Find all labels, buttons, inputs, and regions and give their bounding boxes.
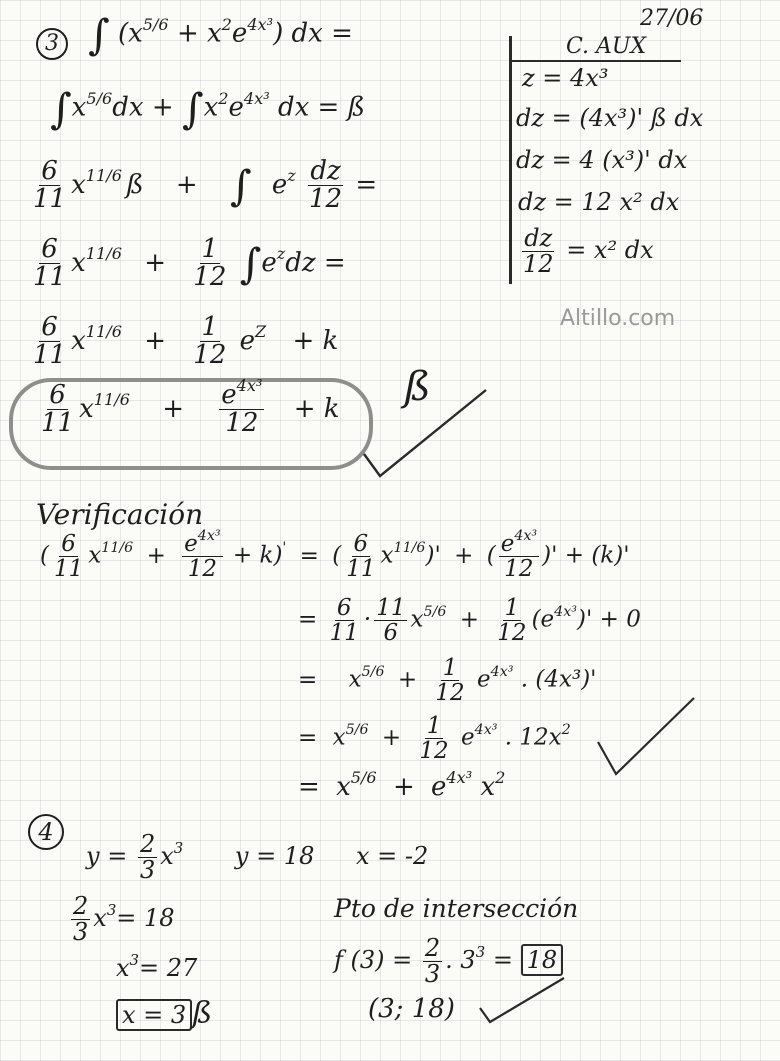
ex3-l5-plus: + xyxy=(144,325,167,356)
ex3-l3-mark: ß xyxy=(126,169,144,200)
v2-eq: = xyxy=(298,606,318,633)
frac-den: 12 xyxy=(187,556,218,583)
aux-title: C. AUX xyxy=(566,34,647,59)
v1-k: + k) xyxy=(232,542,283,569)
v2-ep: (e xyxy=(531,606,555,633)
ex3-line-5 xyxy=(28,314,338,370)
ex4-intersection-title: Pto de intersección xyxy=(334,894,579,923)
v5-e: e xyxy=(431,772,447,802)
ex4-f2: . 3 xyxy=(445,946,476,975)
v3-rest: . (4x³)' xyxy=(520,666,597,693)
v1-p2close: )' xyxy=(542,542,558,569)
v4-x: x xyxy=(332,724,346,751)
v1-x: x xyxy=(88,542,102,569)
frac-num: 6 xyxy=(353,531,369,557)
verification-title: Verificación xyxy=(36,498,204,531)
ex3-r-x: x xyxy=(79,393,94,424)
integral-sign: ∫ xyxy=(229,161,252,211)
frac-num: 1 xyxy=(504,595,520,621)
v5-plus: + xyxy=(392,772,415,802)
frac-den: 3 xyxy=(424,960,441,989)
integral-sign: ∫ xyxy=(181,84,204,133)
aux-line-1: z = 4x³ xyxy=(522,64,609,92)
frac-num: 2 xyxy=(73,892,89,920)
ex3-l3-ee: z xyxy=(287,165,296,185)
v1-p2ne: 4x³ xyxy=(514,528,538,545)
frac-num: 1 xyxy=(201,312,219,342)
ex4-l1a: y = xyxy=(86,842,128,871)
frac-num: 1 xyxy=(201,234,219,264)
ex3-l4-plus: + xyxy=(144,247,167,278)
ex3-l2-b: dx + xyxy=(112,92,182,123)
frac-den: 12 xyxy=(504,556,534,583)
v1-plus: + xyxy=(146,542,166,569)
integral-sign: ∫ xyxy=(88,10,110,59)
v2-dot: · xyxy=(363,606,372,633)
fraction-2-3 xyxy=(71,894,90,945)
integral-sign: ∫ xyxy=(50,84,72,133)
ex3-l4-eq: = xyxy=(323,247,346,278)
frac-num: 1 xyxy=(426,713,442,739)
ex3-l2-mark: ß xyxy=(347,92,365,123)
frac-den: 6 xyxy=(383,620,399,647)
frac-num: 2 xyxy=(424,934,441,962)
frac-den: 11 xyxy=(33,340,67,371)
fraction-1-12 xyxy=(417,714,450,763)
frac-den: 12 xyxy=(497,620,527,647)
ex4-point: (3; 18) xyxy=(368,994,455,1024)
fraction-1-12 xyxy=(433,656,466,705)
frac-den: 12 xyxy=(523,250,554,279)
fraction-2-3 xyxy=(423,936,442,987)
frac-num-e: e xyxy=(221,380,237,410)
aux-line-5 xyxy=(518,226,654,277)
frac-num: 1 xyxy=(442,655,458,681)
ex4-l4-mark: ß xyxy=(192,996,213,1031)
frac-den: 11 xyxy=(41,408,75,439)
ex3-l5-ee: Z xyxy=(255,321,267,341)
ex4-line-2 xyxy=(68,894,175,945)
fraction-6-11 xyxy=(39,382,76,438)
ex4-l3r: = 27 xyxy=(139,954,198,982)
verif-line-4 xyxy=(298,714,571,763)
ex3-l2-a: x xyxy=(71,92,87,123)
v2-epc: )' + 0 xyxy=(577,606,641,633)
frac-den: 12 xyxy=(435,680,465,707)
v2-xe: 5/6 xyxy=(423,603,447,620)
ex3-l1-close: ) dx = xyxy=(273,18,353,49)
fraction-11-6 xyxy=(374,596,407,645)
ex4-line-4 xyxy=(116,996,212,1031)
fraction-6-11 xyxy=(52,532,85,581)
frac-den: 11 xyxy=(346,556,376,583)
v1-p1xe: 11/6 xyxy=(393,539,426,556)
v5-xe: 5/6 xyxy=(350,767,377,787)
ex3-line-4 xyxy=(28,236,346,292)
aux-divider-vertical xyxy=(509,36,512,284)
ex3-line-3 xyxy=(28,158,377,214)
exercise-3-number xyxy=(36,28,68,60)
aux-line-3: dz = 4 (x³)' dx xyxy=(516,146,688,174)
v5-re: 2 xyxy=(495,767,506,787)
v3-plus: + xyxy=(397,666,418,693)
v2-x: x xyxy=(410,606,424,633)
ex3-line-2 xyxy=(50,84,365,133)
frac-den: 3 xyxy=(139,856,156,885)
frac-den: 12 xyxy=(419,738,449,765)
v5-eq: = xyxy=(298,772,320,802)
ex3-l1-base: e xyxy=(231,18,248,49)
verif-line-1: ( $\frac{6}{11}$ $x^{11/6}$ + $\frac{e^{4x^3}}{12}$ + k)' = ( $\frac{6}{11}$ $x^{11/6})'$ + ( $\frac{e^{4x^3}}{12}$ )' + (k)' xyxy=(40,528,630,583)
fraction-e-12 xyxy=(182,528,222,583)
aux-line-2 xyxy=(516,104,703,132)
frac-den: 12 xyxy=(193,262,227,293)
v1-p1close: )' xyxy=(425,542,441,569)
ex3-l3-x: x xyxy=(71,169,86,200)
frac-num xyxy=(182,528,222,557)
ex4-l2r: = 18 xyxy=(116,904,175,933)
v4-eq: = xyxy=(298,724,318,751)
ex4-l3x: x xyxy=(116,954,130,982)
ex3-l4-dz: dz xyxy=(285,247,316,278)
check-mark-icon xyxy=(594,694,698,780)
exercise-4-number-text: 4 xyxy=(38,818,54,846)
ex3-l3-e: e xyxy=(271,169,288,200)
exercise-3-number-text: 3 xyxy=(45,31,59,56)
v1-open: ( xyxy=(40,542,49,569)
ex3-l1-e1: 5/6 xyxy=(142,14,169,34)
ex3-l1-mid: + x xyxy=(168,18,222,49)
frac-den: 12 xyxy=(193,340,227,371)
ex4-l2xe: 3 xyxy=(106,901,117,920)
ex3-l4-xe: 11/6 xyxy=(85,243,122,263)
check-mark-icon xyxy=(360,384,490,484)
ex3-l4-ee: z xyxy=(276,243,286,263)
watermark: Altillo.com xyxy=(560,306,676,331)
fraction-dz-12 xyxy=(521,226,556,277)
ex3-l5-xe: 11/6 xyxy=(85,321,122,341)
v5-x: x xyxy=(336,772,351,802)
frac-num: 6 xyxy=(49,380,66,410)
frac-den: 11 xyxy=(329,620,359,647)
ex4-l3xe: 3 xyxy=(129,950,140,969)
ex4-l2x: x xyxy=(93,904,107,933)
v4-re: 2 xyxy=(561,721,571,738)
ex3-l5-x: x xyxy=(71,325,86,356)
v1-p2n: e xyxy=(500,531,515,557)
aux-l2b: ß dx xyxy=(650,104,704,132)
verif-line-3 xyxy=(298,656,597,705)
v3-x: x xyxy=(348,666,362,693)
ex3-l3-xe: 11/6 xyxy=(85,165,122,185)
v4-ee: 4x³ xyxy=(474,721,498,738)
fraction-6-11 xyxy=(31,314,68,370)
v1-xe: 11/6 xyxy=(101,539,134,556)
ex4-line-3 xyxy=(116,950,198,982)
fraction-e-12 xyxy=(219,375,264,439)
v2-plus: + xyxy=(459,606,479,633)
v1-prime: ' xyxy=(282,539,287,556)
ex3-l4-x: x xyxy=(71,247,86,278)
frac-num: dz xyxy=(310,156,341,186)
verif-line-5 xyxy=(298,767,506,802)
v4-xe: 5/6 xyxy=(345,721,369,738)
ex3-l3-eq: = xyxy=(355,169,378,200)
frac-num: 6 xyxy=(336,595,352,621)
ex4-l1b: y = 18 xyxy=(234,842,315,871)
fraction-1-12 xyxy=(191,236,228,292)
v3-xe: 5/6 xyxy=(361,663,385,680)
fraction-1-12 xyxy=(495,596,528,645)
ex3-mark: ß xyxy=(404,364,431,410)
v1-plus2: + xyxy=(454,542,474,569)
v1-p1x: x xyxy=(380,542,394,569)
aux-l5-rest: = x² dx xyxy=(566,236,654,265)
fraction-dz-12 xyxy=(307,158,344,214)
frac-num-exp: 4x³ xyxy=(236,375,263,395)
ex4-f2e: 3 xyxy=(475,943,486,962)
exercise-4-number xyxy=(28,814,64,850)
fraction-6-11 xyxy=(31,158,68,214)
ex3-l5-k: + k xyxy=(292,325,339,356)
v1-fne: 4x³ xyxy=(197,528,221,545)
frac-num: dz xyxy=(524,224,553,252)
v4-plus: + xyxy=(381,724,402,751)
ex3-l4-e: e xyxy=(261,247,277,278)
ex3-l2-ae: 5/6 xyxy=(86,88,113,108)
frac-den: 12 xyxy=(309,184,343,215)
fraction-e-12 xyxy=(499,528,539,583)
ex3-l2-f: dx = xyxy=(269,92,348,123)
ex3-r-xe: 11/6 xyxy=(93,389,130,409)
frac-num xyxy=(499,528,539,557)
frac-den: 11 xyxy=(53,556,84,583)
date-label: 27/06 xyxy=(640,6,704,31)
ex3-l2-ce: 2 xyxy=(218,88,229,108)
ex3-l3-plus: + xyxy=(175,169,198,200)
frac-num: 6 xyxy=(41,234,58,264)
fraction-1-12 xyxy=(191,314,228,370)
v4-e: e xyxy=(461,724,475,751)
frac-num xyxy=(219,375,264,410)
aux-divider-horizontal xyxy=(511,60,681,62)
fraction-6-11 xyxy=(31,236,68,292)
ex4-boxed-answer: x = 3 xyxy=(116,999,192,1031)
v1-fn: e xyxy=(184,531,198,557)
v1-eq: = xyxy=(299,542,319,569)
check-mark-icon xyxy=(476,972,568,1032)
ex4-line-1 xyxy=(86,832,428,883)
ex3-l5-e: e xyxy=(239,325,256,356)
frac-num: 6 xyxy=(41,312,58,342)
aux-l2: dz = (4x³)' xyxy=(516,104,644,132)
integral-sign: ∫ xyxy=(239,239,262,289)
aux-line-4: dz = 12 x² dx xyxy=(518,188,680,216)
ex4-f-boxed: 18 xyxy=(521,944,564,976)
ex3-line-1 xyxy=(88,10,353,59)
frac-den: 11 xyxy=(33,184,67,215)
v1-p3: + (k)' xyxy=(564,542,630,569)
frac-num: 6 xyxy=(41,156,58,186)
ex3-l2-c: x xyxy=(203,92,219,123)
ex4-f3: = xyxy=(492,946,513,975)
ex4-l1x: x xyxy=(160,842,174,871)
ex4-l1c: x = -2 xyxy=(355,842,429,871)
v4-rest: . 12x xyxy=(504,724,562,751)
frac-num: 2 xyxy=(139,830,156,858)
v2-epe: 4x³ xyxy=(554,603,577,620)
ex3-r-plus: + xyxy=(162,393,185,424)
ex3-l1-e3: 4x³ xyxy=(247,14,274,34)
ex4-f1: f (3) = xyxy=(334,946,413,975)
ex4-l1xe: 3 xyxy=(173,839,184,858)
v5-rest: x xyxy=(480,772,496,802)
v3-ee: 4x³ xyxy=(490,663,514,680)
v3-eq: = xyxy=(298,666,318,693)
frac-den: 3 xyxy=(73,918,89,947)
verif-line-2 xyxy=(298,596,641,645)
v3-e: e xyxy=(477,666,491,693)
frac-num: 6 xyxy=(61,531,76,557)
v5-ee: 4x³ xyxy=(446,767,473,787)
ex3-result xyxy=(36,375,340,439)
ex3-l2-de: 4x³ xyxy=(243,88,270,108)
frac-den: 11 xyxy=(33,262,67,293)
ex3-r-k: + k xyxy=(293,393,340,424)
fraction-6-11 xyxy=(344,532,377,581)
fraction-6-11 xyxy=(328,596,361,645)
ex3-l2-d: e xyxy=(228,92,244,123)
frac-den: 12 xyxy=(225,408,259,439)
fraction-2-3 xyxy=(138,832,157,883)
ex3-l1-open: (x xyxy=(117,18,143,49)
ex3-l1-e2: 2 xyxy=(221,14,232,34)
frac-num: 11 xyxy=(376,595,406,621)
